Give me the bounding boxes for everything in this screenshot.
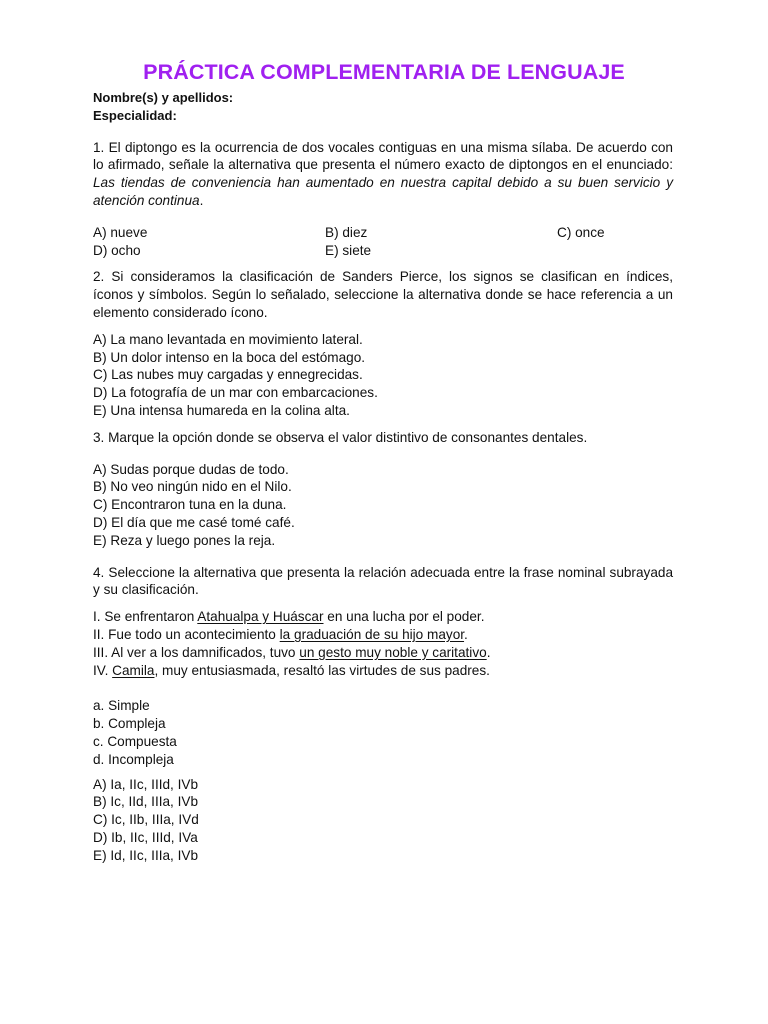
question-1-option: D) ocho (93, 242, 141, 258)
question-1-stem-end: . (199, 192, 204, 208)
question-2-stem: 2. Si consideramos la clasificación de Sanders Pierce, los signos se clasifican en índices, íconos y símbolos. Según lo señalado, seleccione la alternativa donde se hace referencia a un elemento considerado ícono. (93, 269, 673, 320)
question-3-option: B) No veo ningún nido en el Nilo. (93, 479, 292, 495)
sentence-text: . (464, 626, 468, 642)
question-1-option: A) nueve (93, 224, 148, 240)
question-3-options (93, 461, 673, 550)
question-2-options (93, 331, 673, 420)
question-4-options (93, 776, 673, 865)
question-4-sentence-1 (93, 608, 673, 626)
question-4-sentence-3 (93, 644, 673, 662)
specialty-label: Especialidad: (93, 107, 177, 123)
sentence-text: II. Fue todo un acontecimiento (93, 626, 280, 642)
question-1-stem-italic: Las tiendas de conveniencia han aumentado en nuestra capital debido a su buen servicio y atención continua (93, 175, 673, 208)
question-2-option: E) Una intensa humareda en la colina alta. (93, 402, 350, 418)
question-3-option: A) Sudas porque dudas de todo. (93, 461, 289, 477)
question-4-sentence-2 (93, 626, 673, 644)
worksheet-content (93, 89, 673, 864)
question-4-option: C) Ic, IIb, IIIa, IVd (93, 812, 199, 828)
question-2-option: D) La fotografía de un mar con embarcaciones. (93, 385, 378, 401)
underlined-phrase: Atahualpa y Huáscar (197, 609, 324, 625)
classification-item: b. Compleja (93, 716, 166, 732)
question-1-options-row-2 (93, 242, 673, 260)
sentence-text: , muy entusiasmada, resaltó las virtudes de sus padres. (154, 662, 490, 678)
sentence-text: en una lucha por el poder. (323, 609, 485, 625)
sentence-text: . (486, 644, 491, 660)
question-4-classes (93, 697, 673, 768)
page-title: PRÁCTICA COMPLEMENTARIA DE LENGUAJE (143, 60, 625, 84)
question-3-option: C) Encontraron tuna en la duna. (93, 497, 287, 513)
classification-item: a. Simple (93, 698, 150, 714)
question-4-stem: 4. Seleccione la alternativa que presenta la relación adecuada entre la frase nominal subrayada y su clasificación. (93, 564, 673, 598)
question-4-option: A) Ia, IIc, IIId, IVb (93, 776, 199, 792)
question-2-option: A) La mano levantada en movimiento lateral. (93, 331, 363, 347)
question-1-option: C) once (557, 224, 605, 240)
question-2-option: C) Las nubes muy cargadas y ennegrecidas. (93, 367, 363, 383)
question-1-stem (93, 139, 673, 210)
sentence-text: IV. (93, 662, 113, 678)
question-2-option: B) Un dolor intenso en la boca del estómago. (93, 349, 366, 365)
question-1-option: B) diez (325, 224, 368, 240)
classification-item: c. Compuesta (93, 733, 177, 749)
question-3-option: E) Reza y luego pones la reja. (93, 532, 276, 548)
question-3-option: D) El día que me casé tomé café. (93, 514, 295, 530)
question-1-stem-text: 1. El diptongo es la ocurrencia de dos vocales contiguas en una misma sílaba. De acuerdo con lo afirmado, señale la alternativa que presenta el número exacto de diptongos en el enunciado: (93, 139, 673, 173)
classification-item: d. Incompleja (93, 751, 174, 767)
question-1-options-row-1 (93, 224, 673, 242)
question-4-sentence-4 (93, 662, 673, 680)
question-4-option: E) Id, IIc, IIIa, IVb (93, 847, 199, 863)
question-1-option: E) siete (325, 242, 372, 258)
underlined-phrase: Camila (112, 662, 155, 678)
question-3-stem: 3. Marque la opción donde se observa el valor distintivo de consonantes dentales. (93, 429, 588, 445)
underlined-phrase: un gesto muy noble y caritativo (299, 644, 487, 660)
sentence-text: I. Se enfrentaron (93, 609, 198, 625)
question-4-sentences (93, 608, 673, 679)
sentence-text: III. Al ver a los damnificados, tuvo (93, 644, 300, 660)
name-label: Nombre(s) y apellidos: (93, 90, 234, 105)
question-4-option: B) Ic, IId, IIIa, IVb (93, 794, 199, 810)
question-4-option: D) Ib, IIc, IIId, IVa (93, 829, 198, 845)
underlined-phrase: la graduación de su hijo mayor (279, 626, 465, 642)
